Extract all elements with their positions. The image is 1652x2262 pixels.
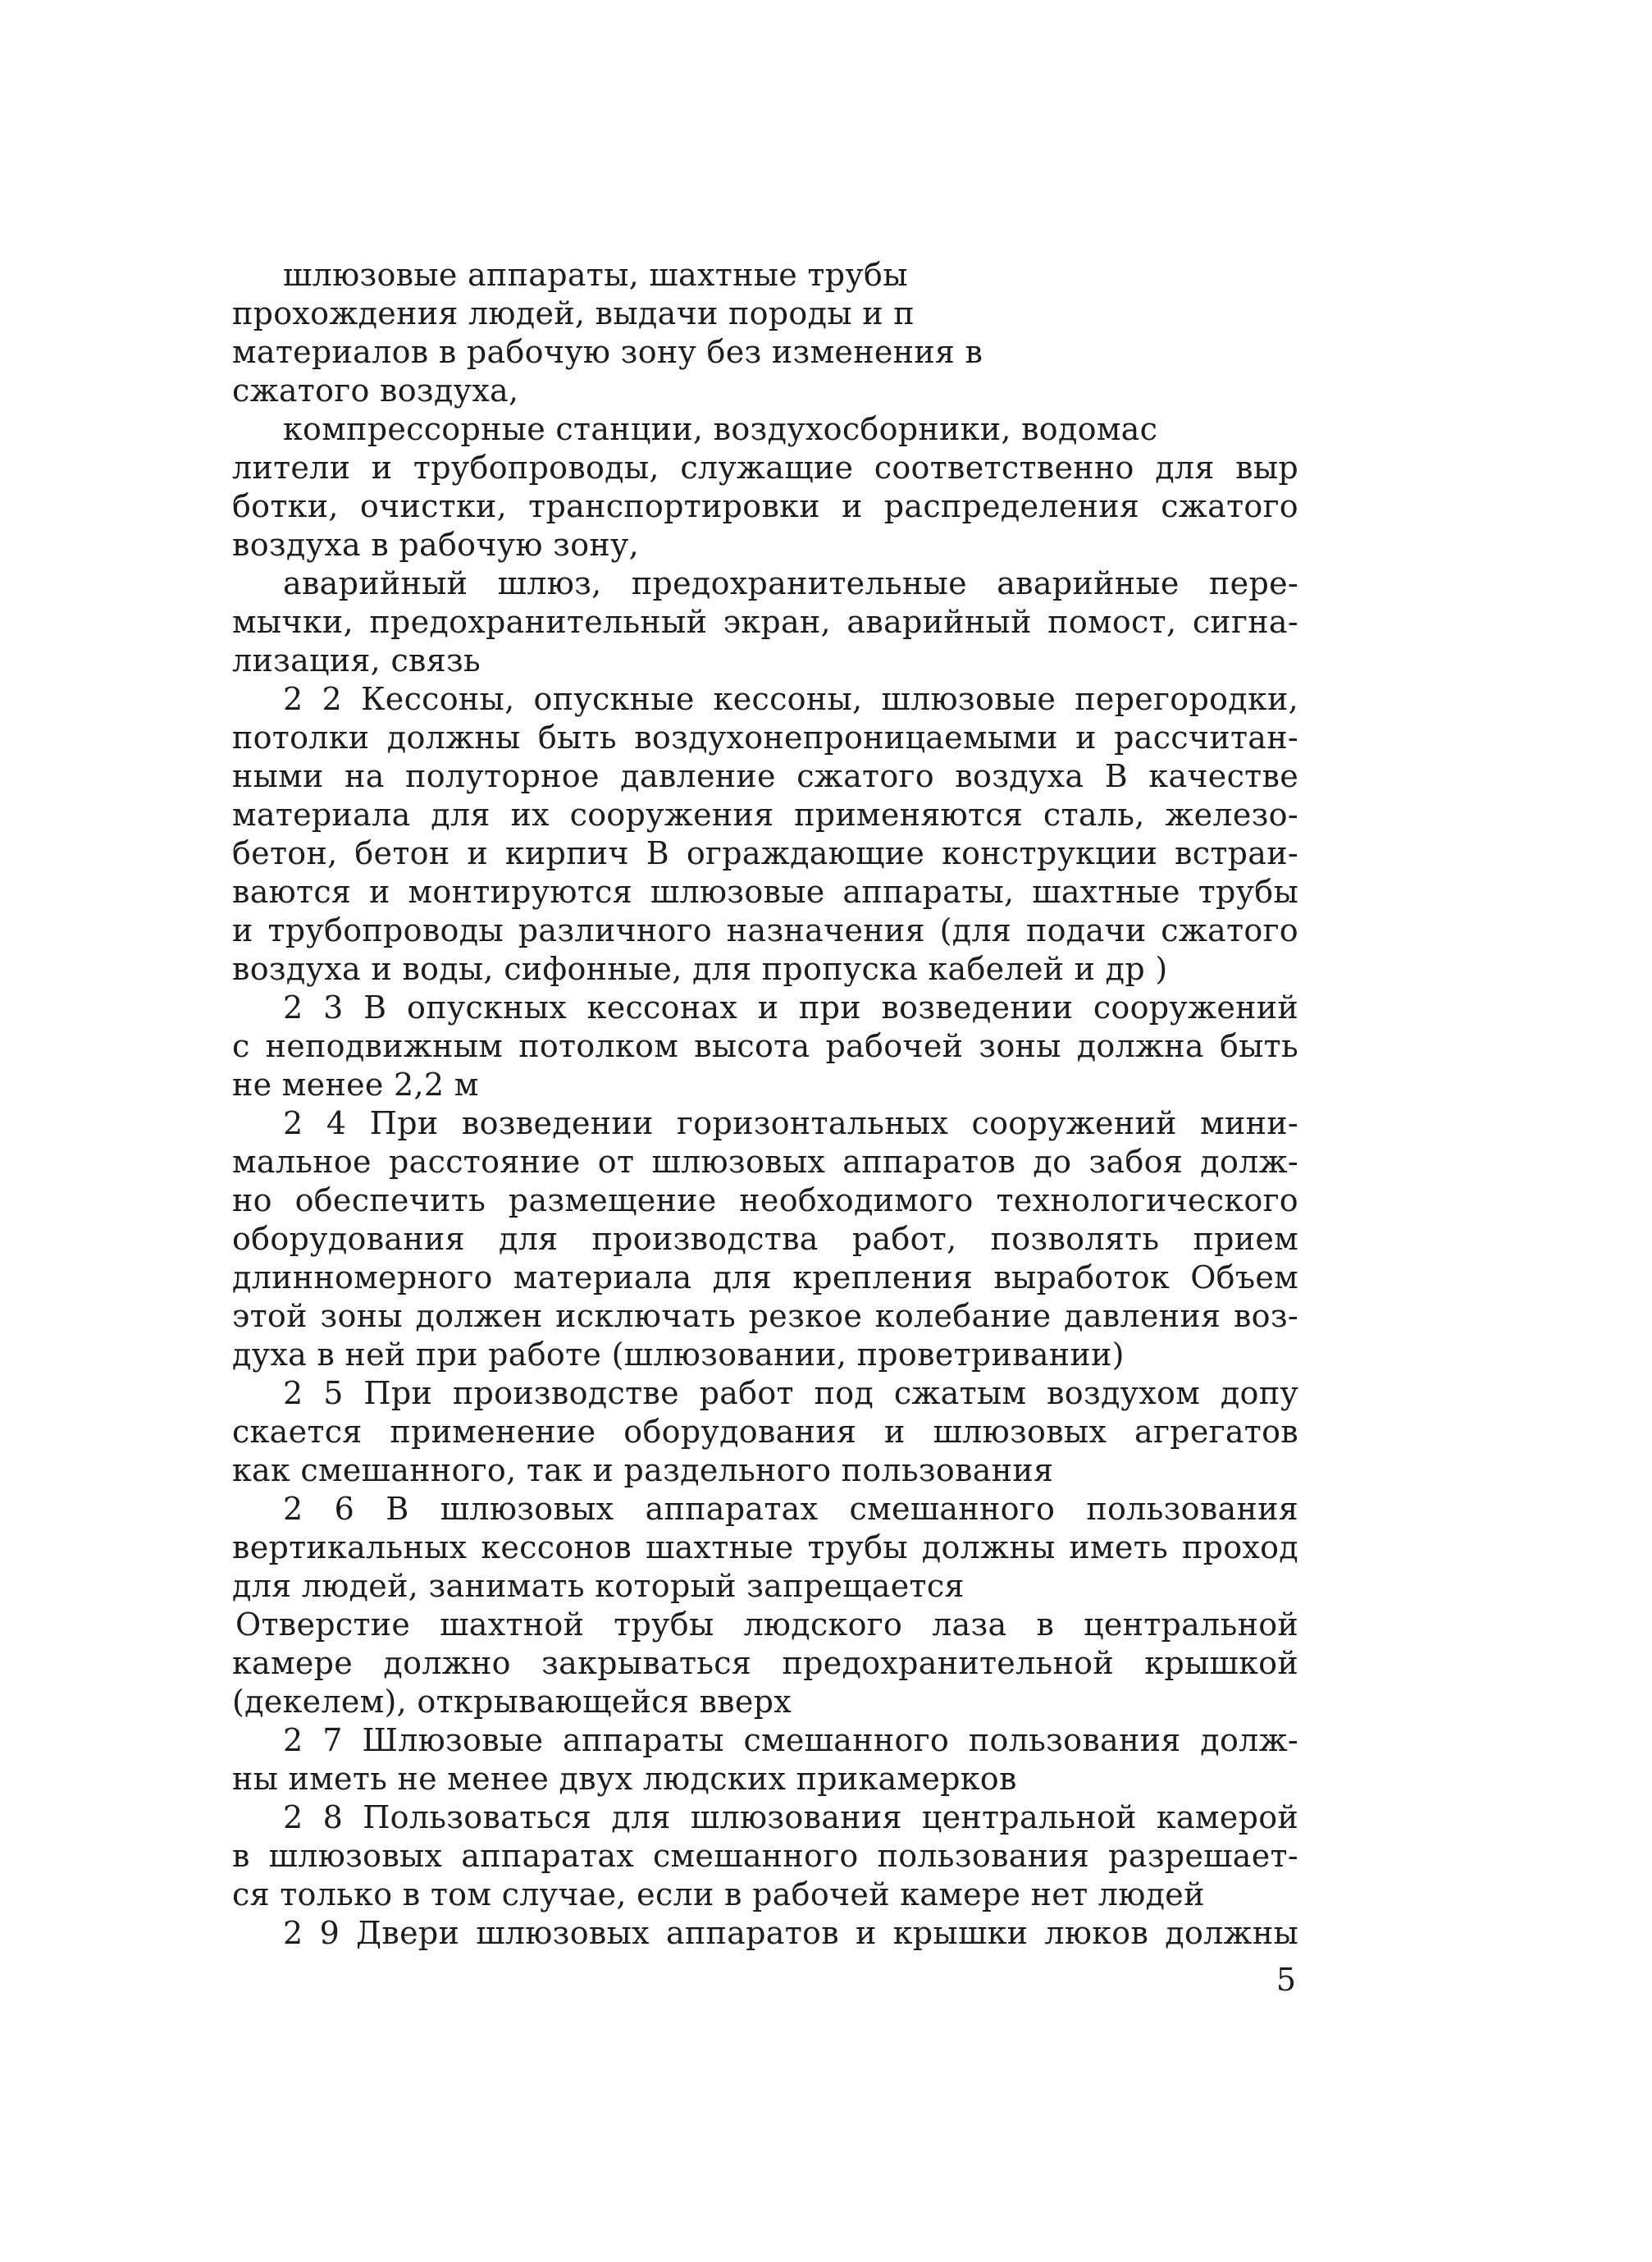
- text-line: ботки, очистки, транспортировки и распределения сжатого: [232, 488, 1298, 524]
- text-line: бетон, бетон и кирпич В ограждающие конструкции встраи-: [232, 835, 1298, 871]
- text-line: сжатого воздуха,: [232, 372, 519, 409]
- body-text: [232, 256, 1298, 1953]
- text-line: мычки, предохранительный экран, аварийный помост, сигна-: [232, 604, 1298, 640]
- text-line: 2 8 Пользоваться для шлюзования центральной камерой: [283, 1799, 1298, 1835]
- text-line: 2 3 В опускных кессонах и при возведении сооружений: [283, 989, 1298, 1026]
- text-line: материалов в рабочую зону без изменения в: [232, 334, 983, 370]
- text-line: камере должно закрываться предохранительной крышкой: [232, 1645, 1298, 1681]
- text-line: как смешанного, так и раздельного пользования: [232, 1452, 1054, 1488]
- text-line: для людей, занимать который запрещается: [232, 1568, 965, 1604]
- text-line: оборудования для производства работ, позволять прием: [232, 1221, 1298, 1257]
- text-line: воздуха и воды, сифонные, для пропуска кабелей и др ): [232, 951, 1168, 987]
- text-line: лители и трубопроводы, служащие соответственно для выр: [232, 450, 1298, 486]
- text-line: материала для их сооружения применяются сталь, железо-: [232, 797, 1298, 833]
- text-line: длинномерного материала для крепления выработок Объем: [232, 1259, 1298, 1296]
- page-number: 5: [1276, 1962, 1296, 1998]
- text-line: компрессорные станции, воздухосборники, водомас: [283, 411, 1158, 447]
- text-line: 2 2 Кессоны, опускные кессоны, шлюзовые перегородки,: [283, 681, 1298, 717]
- text-line: мальное расстояние от шлюзовых аппаратов до забоя долж-: [232, 1144, 1298, 1180]
- text-line: воздуха в рабочую зону,: [232, 527, 640, 563]
- text-line: 2 6 В шлюзовых аппаратах смешанного пользования: [283, 1491, 1298, 1527]
- text-line: аварийный шлюз, предохранительные аварийные пере-: [283, 565, 1298, 601]
- text-line: Отверстие шахтной трубы людского лаза в центральной: [235, 1606, 1298, 1643]
- text-line: 2 5 При производстве работ под сжатым воздухом допу: [283, 1375, 1298, 1411]
- text-line: лизация, связь: [232, 642, 481, 679]
- text-line: не менее 2,2 м: [232, 1067, 479, 1103]
- text-line: ваются и монтируются шлюзовые аппараты, шахтные трубы: [232, 874, 1298, 910]
- text-line: прохождения людей, выдачи породы и п: [232, 295, 915, 331]
- text-line: в шлюзовых аппаратах смешанного пользования разрешает-: [232, 1838, 1298, 1874]
- text-line: с неподвижным потолком высота рабочей зоны должна быть: [232, 1028, 1298, 1064]
- text-line: вертикальных кессонов шахтные трубы должны иметь проход: [232, 1529, 1298, 1565]
- text-line: 2 4 При возведении горизонтальных сооружений мини-: [283, 1105, 1298, 1141]
- text-line: ся только в том случае, если в рабочей камере нет людей: [232, 1876, 1205, 1912]
- text-line: шлюзовые аппараты, шахтные трубы: [283, 257, 908, 293]
- text-line: ны иметь не менее двух людских прикамерков: [232, 1761, 1017, 1797]
- text-line: скается применение оборудования и шлюзовых агрегатов: [232, 1414, 1298, 1450]
- text-line: ными на полуторное давление сжатого воздуха В качестве: [232, 758, 1298, 794]
- text-line: 2 9 Двери шлюзовых аппаратов и крышки люков должны: [283, 1915, 1298, 1951]
- text-line: и трубопроводы различного назначения (для подачи сжатого: [232, 912, 1298, 948]
- text-line: этой зоны должен исключать резкое колебание давления воз-: [232, 1298, 1298, 1334]
- text-line: потолки должны быть воздухонепроницаемыми и рассчитан-: [232, 720, 1298, 756]
- text-line: 2 7 Шлюзовые аппараты смешанного пользования долж-: [283, 1722, 1298, 1758]
- text-line: но обеспечить размещение необходимого технологического: [232, 1182, 1298, 1218]
- text-line: (декелем), открывающейся вверх: [232, 1684, 792, 1720]
- text-line: духа в ней при работе (шлюзовании, проветривании): [232, 1337, 1125, 1373]
